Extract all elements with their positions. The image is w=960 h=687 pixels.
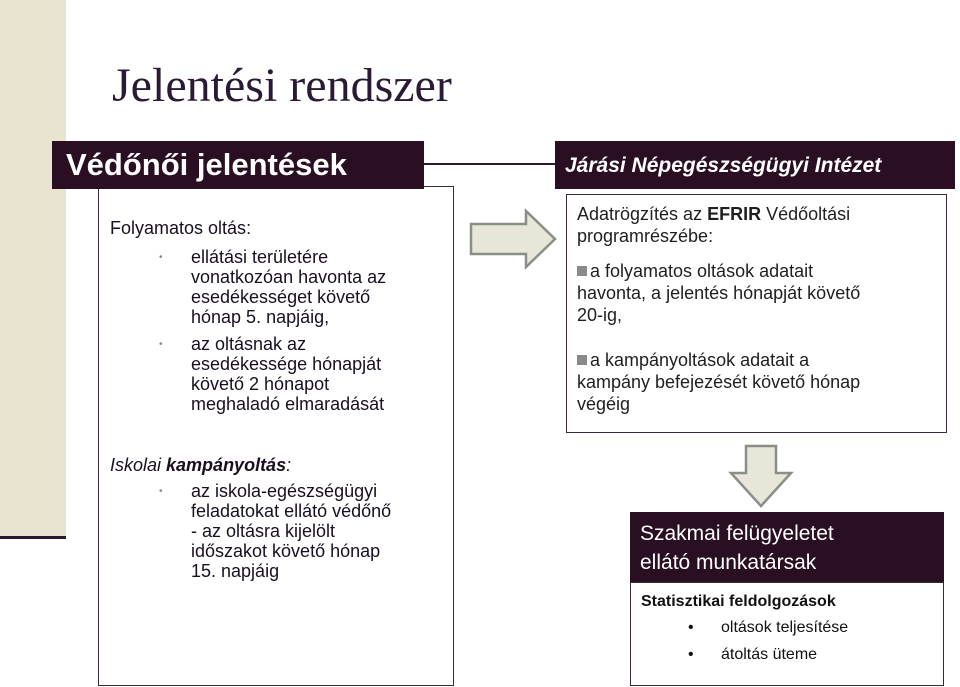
folyamatos-item-2 bbox=[191, 334, 384, 414]
text-line: 20-ig, bbox=[577, 305, 623, 325]
bullet-dot: • bbox=[688, 646, 694, 663]
text-line: feladatokat ellátó védőnő bbox=[191, 501, 392, 521]
slide-title: Jelentési rendszer bbox=[112, 59, 452, 112]
bullet-dot: • bbox=[159, 339, 163, 350]
text-line: végéig bbox=[577, 394, 631, 414]
text-line: vonatkozóan havonta az bbox=[191, 267, 387, 287]
text-line: hónap 5. napjáig, bbox=[191, 307, 330, 327]
jarasi-intezet-header: Járási Népegészségügyi Intézet bbox=[555, 141, 955, 189]
jarasi-item-2 bbox=[577, 349, 860, 415]
folyamatos-oltas-heading bbox=[110, 218, 251, 238]
left-decor-line bbox=[0, 536, 66, 539]
text-line: a folyamatos oltások adatait bbox=[590, 261, 814, 281]
statisztikai-item-2: átoltás üteme bbox=[721, 646, 818, 663]
text-line: havonta, a jelentés hónapját követő bbox=[577, 283, 861, 303]
iskolai-prefix: Iskolai bbox=[110, 455, 167, 475]
intro-prefix: Adatrögzítés az bbox=[577, 204, 708, 224]
statisztikai-item-1: oltások teljesítése bbox=[721, 619, 849, 636]
intro-suffix: Védőoltási bbox=[761, 204, 851, 224]
right-arrow-icon bbox=[468, 208, 558, 270]
text-line: 15. napjáig bbox=[191, 561, 280, 581]
folyamatos-oltas-label: Folyamatos oltás bbox=[110, 218, 247, 238]
down-arrow-icon bbox=[728, 443, 794, 509]
efrir-intro-line2: programrészébe: bbox=[577, 226, 714, 246]
text-line: időszakot követő hónap bbox=[191, 541, 381, 561]
statisztikai-heading: Statisztikai feldolgozások bbox=[641, 593, 836, 610]
text-line: ellátó munkatársak bbox=[640, 551, 817, 574]
folyamatos-oltas-colon: : bbox=[246, 218, 252, 238]
iskolai-colon: : bbox=[286, 455, 292, 475]
text-line: az iskola-egészségügyi bbox=[191, 481, 378, 501]
folyamatos-item-1 bbox=[191, 247, 386, 327]
text-line: a kampányoltások adatait a bbox=[590, 350, 810, 370]
szakmai-felugyelet-header bbox=[630, 512, 944, 582]
top-connector-line-middle bbox=[424, 163, 555, 165]
text-line: esedékességet követő bbox=[191, 287, 371, 307]
bullet-dot: • bbox=[159, 486, 163, 497]
left-decor-band bbox=[0, 0, 66, 538]
text-line: meghaladó elmaradását bbox=[191, 394, 385, 414]
iskolai-kampanyoltas-heading bbox=[110, 455, 291, 475]
jarasi-item-1 bbox=[577, 260, 860, 326]
text-line: ellátási területére bbox=[191, 247, 329, 267]
text-line: kampány befejezését követő hónap bbox=[577, 372, 861, 392]
efrir-intro bbox=[577, 203, 850, 225]
text-line: Szakmai felügyeletet bbox=[640, 522, 834, 545]
text-line: - az oltásra kijelölt bbox=[191, 521, 336, 541]
square-bullet-icon bbox=[577, 355, 587, 365]
text-line: az oltásnak az bbox=[191, 334, 307, 354]
square-bullet-icon bbox=[577, 266, 587, 276]
kampanyoltas-label: kampányoltás bbox=[166, 455, 287, 475]
efrir-label: EFRIR bbox=[707, 204, 762, 224]
text-line: követő 2 hónapot bbox=[191, 374, 330, 394]
vedonoi-jelentesek-header: Védőnői jelentések bbox=[52, 141, 424, 189]
bullet-dot: • bbox=[688, 619, 694, 636]
bullet-dot: • bbox=[159, 252, 163, 263]
text-line: esedékessége hónapját bbox=[191, 354, 382, 374]
iskolai-item-1 bbox=[191, 481, 391, 581]
